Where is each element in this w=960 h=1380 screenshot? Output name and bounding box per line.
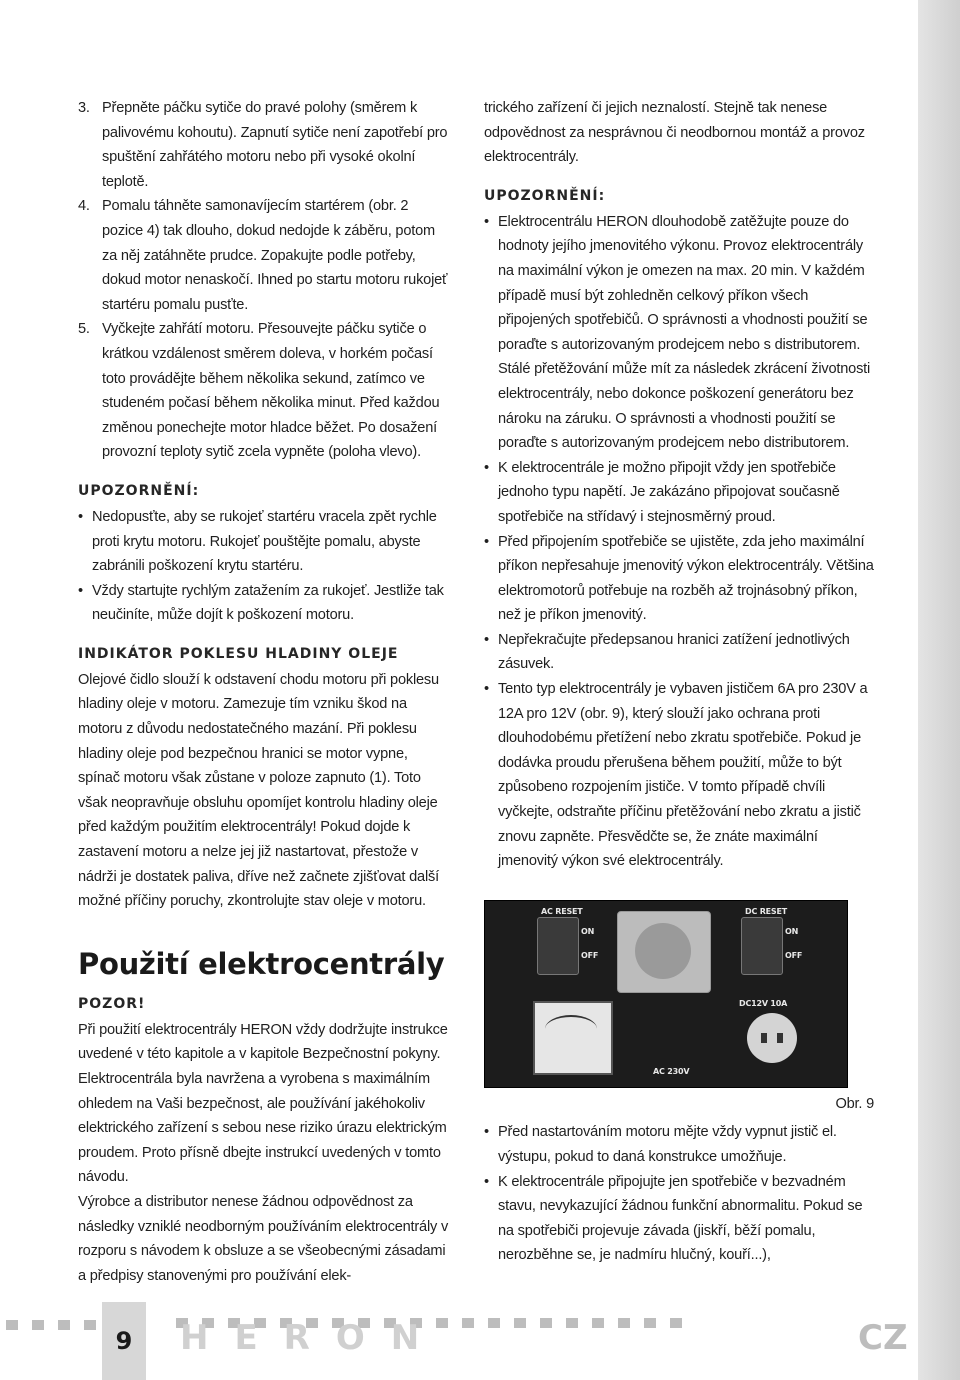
ac-on-label: ON [581,926,595,936]
liability-text: Výrobce a distributor nenese žádnou odpovědnost za následky vzniklé neodborným používáním elektrocentrály v rozporu s návodem k obsluze a se všeobecnými zásadami a předpisy stanovenými pro používání elek- [78,1193,449,1284]
warning-item: • Nepřekračujte předepsanou hranici zatížení jednotlivých zásuvek. [484,628,874,677]
step-number: 5. [78,321,90,338]
warning-heading: UPOZORNĚNÍ: [78,482,200,499]
right-edge-strip [918,0,960,1380]
warning-item: • Před připojením spotřebiče se ujistěte, zda jeho maximální příkon nepřesahuje jmenovitý výkon elektrocentrály. Většina elektromotorů potřebuje na rozběh až trojnásobný příkon, než je příkon jmenovitý. [484,530,874,628]
dc-on-label: ON [785,926,799,936]
pozor-heading: POZOR! [78,995,146,1012]
dc-outlet [747,1013,797,1063]
dc-rating-label: DC12V 10A [739,998,788,1008]
usage-list [484,1120,874,1268]
dc-off-label: OFF [785,950,803,960]
step-3 [78,96,450,194]
oil-indicator-text: Olejové čidlo slouží k odstavení chodu motoru při poklesu hladiny oleje v motoru. Zamezuje tím vzniku škod na motoru z důvodu nedostatečného mazání. Při poklesu hladiny oleje pod bezpečnou hranici se motor vypne, spínač motoru však zůstane v poloze zapnuto (1). Toto však neopravňuje obsluhu opomíjet kontrolu hladiny oleje před každým použitím elektrocentrály! Pokud dojde k zastavení motoru a nelze jej již nastartovat, přestože v nádrži je dostatek paliva, dříve než začnete zjišťovat další možné příčiny poruchy, zkontrolujte stav oleje v motoru. [78,671,439,910]
step-4 [78,194,450,317]
section-title: Použití elektrocentrály [78,946,445,981]
dc-outlet-pin [777,1033,783,1043]
pozor-text: Při použití elektrocentrály HERON vždy dodržujte instrukce uvedené v této kapitole a v kapitole Bezpečnostní pokyny. Elektrocentrála byla navržena a vyrobena s maximálním ohledem na Vaši bezpečnost, ale používání jakéhokoliv elektrického zařízení s sebou nese riziko úrazu elektrickým proudem. Proto přísně dbejte instrukcí uvedených v tomto návodu. [78,1021,448,1186]
warning-list [78,505,450,628]
ac-reset-breaker [537,917,579,975]
warning-item: • Elektrocentrálu HERON dlouhodobě zatěžujte pouze do hodnoty jejího jmenovitého výkonu. Provoz elektrocentrály na maximální výkon je omezen na max. 20 min. V každém případě musí být zohledněn celkový příkon všech připojených spotřebičů. O správnosti a vhodnosti použití se poraďte s autorizovaným prodejcem nebo s distributorem. Stálé přetěžování může mít za následek zkrácení životnosti elektrocentrály, nebo dokonce poškození generátoru bez nároku na záruku. O správnosti a vhodnosti použití se poraďte s autorizovaným prodejcem nebo distributorem. [484,210,874,456]
figure-caption: Obr. 9 [835,1095,874,1112]
dc-reset-label: DC RESET [745,906,788,916]
footer-decor-squares [6,1320,96,1330]
usage-item: • Před nastartováním motoru mějte vždy vypnut jistič el. výstupu, pokud to daná konstrukce umožňuje. [484,1120,874,1169]
oil-indicator-heading: INDIKÁTOR POKLESU HLADINY OLEJE [78,645,399,662]
continued-text: trického zařízení či jejich neznalostí. Stejně tak nenese odpovědnost za nesprávnou či neodbornou montáž a provoz elektrocentrály. [484,100,865,166]
dc-reset-breaker [741,917,783,975]
step-number: 3. [78,100,90,116]
dc-outlet-pin [761,1033,767,1043]
step-text: Vyčkejte zahřátí motoru. Přesouvejte páčku sytiče o krátkou vzdálenost směrem doleva, v horkém počasí toto provádějte během několika sekund, zatímco ve studeném počasí během několika minut. Před každou změnou ponechejte motor hladce běžet. Po dosažení provozní teploty sytič zcela vypněte (poloha vlevo). [102,321,440,461]
warning-item: • Vždy startujte rychlým zatažením za rukojeť. Jestliže tak neučiníte, může dojít k poškození motoru. [78,579,450,628]
warning-list [484,210,874,874]
usage-item: • K elektrocentrále připojujte jen spotřebiče v bezvadném stavu, nevykazující žádnou funkční abnormalitu. Pokud se na spotřebiči projevuje závada (jiskří, běží pomalu, nerozběhne se, je nadmíru hlučný, kouří...), [484,1170,874,1268]
control-panel-photo [484,900,848,1088]
warning-item: • Nedopusťte, aby se rukojeť startéru vracela zpět rychle proti krytu motoru. Rukojeť pouštějte pomalu, abyste zabránili poškození krytu startéru. [78,505,450,579]
brand-logo: HERON [180,1318,446,1358]
step-number: 4. [78,198,90,215]
ac-reset-label: AC RESET [541,906,583,916]
socket-face [635,923,691,979]
step-text: Pomalu táhněte samonavíjecím startérem (obr. 2 pozice 4) tak dlouho, dokud nedojde k záběru, potom za něj zatáhněte prudce. Zopakujte podle potřeby, dokud motor nenaskočí. Ihned po startu motoru rukojeť startéru pomalu pusťte. [102,198,448,313]
step-text: Přepněte páčku sytiče do pravé polohy (směrem k palivovému kohoutu). Zapnutí sytiče není zapotřebí pro spuštění zahřátého motoru nebo při vysoké okolní teplotě. [102,100,448,190]
warning-item: • Tento typ elektrocentrály je vybaven jističem 6A pro 230V a 12A pro 12V (obr. 9), který slouží jako ochrana proti dlouhodobému přetížení nebo zkratu spotřebiče. Pokud je dodávka proudu přerušena během použití, může to být způsobeno rozpojením jističe. V tomto případě chvíli vyčkejte, odstraňte příčinu přetěžování nebo zkratu a jistič znovu zapněte. Přesvědčte se, že znáte maximální jmenovitý výkon své elektrocentrály. [484,677,874,874]
voltmeter-scale [545,1015,597,1043]
left-column [78,96,450,1288]
ac-voltage-label: AC 230V [653,1066,690,1076]
right-column [484,96,874,1268]
ac-off-label: OFF [581,950,599,960]
warning-item: • K elektrocentrále je možno připojit vždy jen spotřebiče jednoho typu napětí. Je zakázáno připojovat současně spotřebiče na střídavý i stejnosměrný proud. [484,456,874,530]
step-5 [78,317,450,465]
language-code: CZ [858,1318,908,1358]
page-number: 9 [102,1302,146,1380]
warning-heading: UPOZORNĚNÍ: [484,187,606,204]
